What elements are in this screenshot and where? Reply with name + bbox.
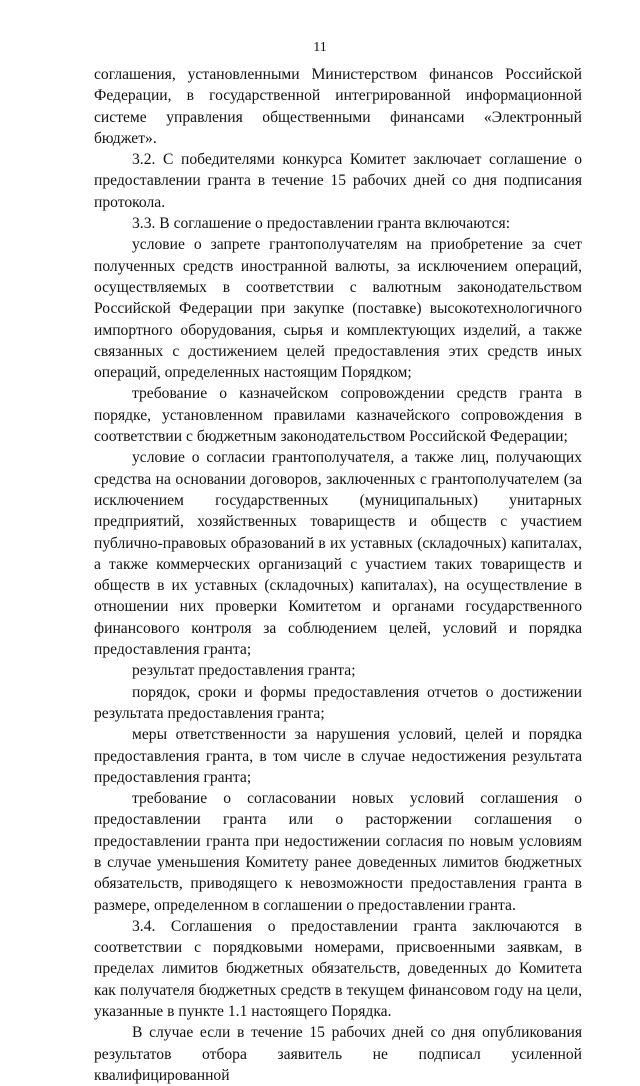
paragraph-3-3: 3.3. В соглашение о предоставлении гранта включаются: <box>132 215 511 233</box>
list-item-grant-result: результат предоставления гранта; <box>132 662 356 680</box>
page-number: 11 <box>313 40 327 55</box>
paragraph-3-4: 3.4. Соглашения о предоставлении гранта заключаются в соответствии с порядковыми номерами, присвоенными заявкам, в пределах лимитов бюджетных обязательств, доведенных до Комитета как получателя бюджетных средств в текущем финансовом году на цели, указанные в пункте 1.1 настоящего Порядка. <box>94 917 582 1021</box>
document-body <box>94 64 582 1086</box>
list-item-liability: меры ответственности за нарушения условий, целей и порядка предоставления гранта, в том числе в случае недостижения результата предоставления гранта; <box>94 726 582 786</box>
list-item-treasury-support: требование о казначейском сопровождении средств гранта в порядке, установленном правилами казначейского сопровождения в соответствии с бюджетным законодательством Российской Федерации; <box>94 385 582 446</box>
paragraph-continuation: соглашения, установленными Министерством финансов Российской Федерации, в государственной интегрированной информационной системе управления общественными финансами «Электронный бюджет». <box>94 66 582 147</box>
list-item-consent-to-audit: условие о согласии грантополучателя, а также лиц, получающих средства на основании договоров, заключенных с грантополучателем (за исключением государственных (муниципальных) унитарных предприятий, хозяйственных товариществ и обществ с участием публично-правовых образований в их уставных (складочных) капиталах, а также коммерческих организаций с участием таких товариществ и обществ в их уставных (складочных) капиталах), на осуществление в отношении них проверки Комитетом и органами государственного финансового контроля за соблюдением целей, условий и порядка предоставления гранта; <box>94 449 582 659</box>
paragraph-3-2: 3.2. С победителями конкурса Комитет заключает соглашение о предоставлении гранта в течение 15 рабочих дней со дня подписания протокола. <box>94 151 582 211</box>
list-item-new-conditions: требование о согласовании новых условий соглашения о предоставлении гранта или о расторжении соглашения о предоставлении гранта при недостижении согласия по новым условиям в случае уменьшения Комитету ранее доведенных лимитов бюджетных обязательств, приводящего к невозможности предоставления гранта в размере, определенном в соглашении о предоставлении гранта. <box>94 790 582 914</box>
paragraph-unsigned-case: В случае если в течение 15 рабочих дней со дня опубликования результатов отбора заявитель не подписал усиленной квалифицированной <box>94 1024 582 1084</box>
list-item-currency-ban: условие о запрете грантополучателям на приобретение за счет полученных средств иностранной валюты, за исключением операций, осуществляемых в соответствии с валютным законодательством Российской Федерации при закупке (поставке) высокотехнологичного импортного оборудования, сырья и комплектующих изделий, а также связанных с достижением целей предоставления этих средств иных операций, определенных настоящим Порядком; <box>94 236 582 382</box>
list-item-reporting: порядок, сроки и формы предоставления отчетов о достижении результата предоставления гранта; <box>94 683 582 722</box>
